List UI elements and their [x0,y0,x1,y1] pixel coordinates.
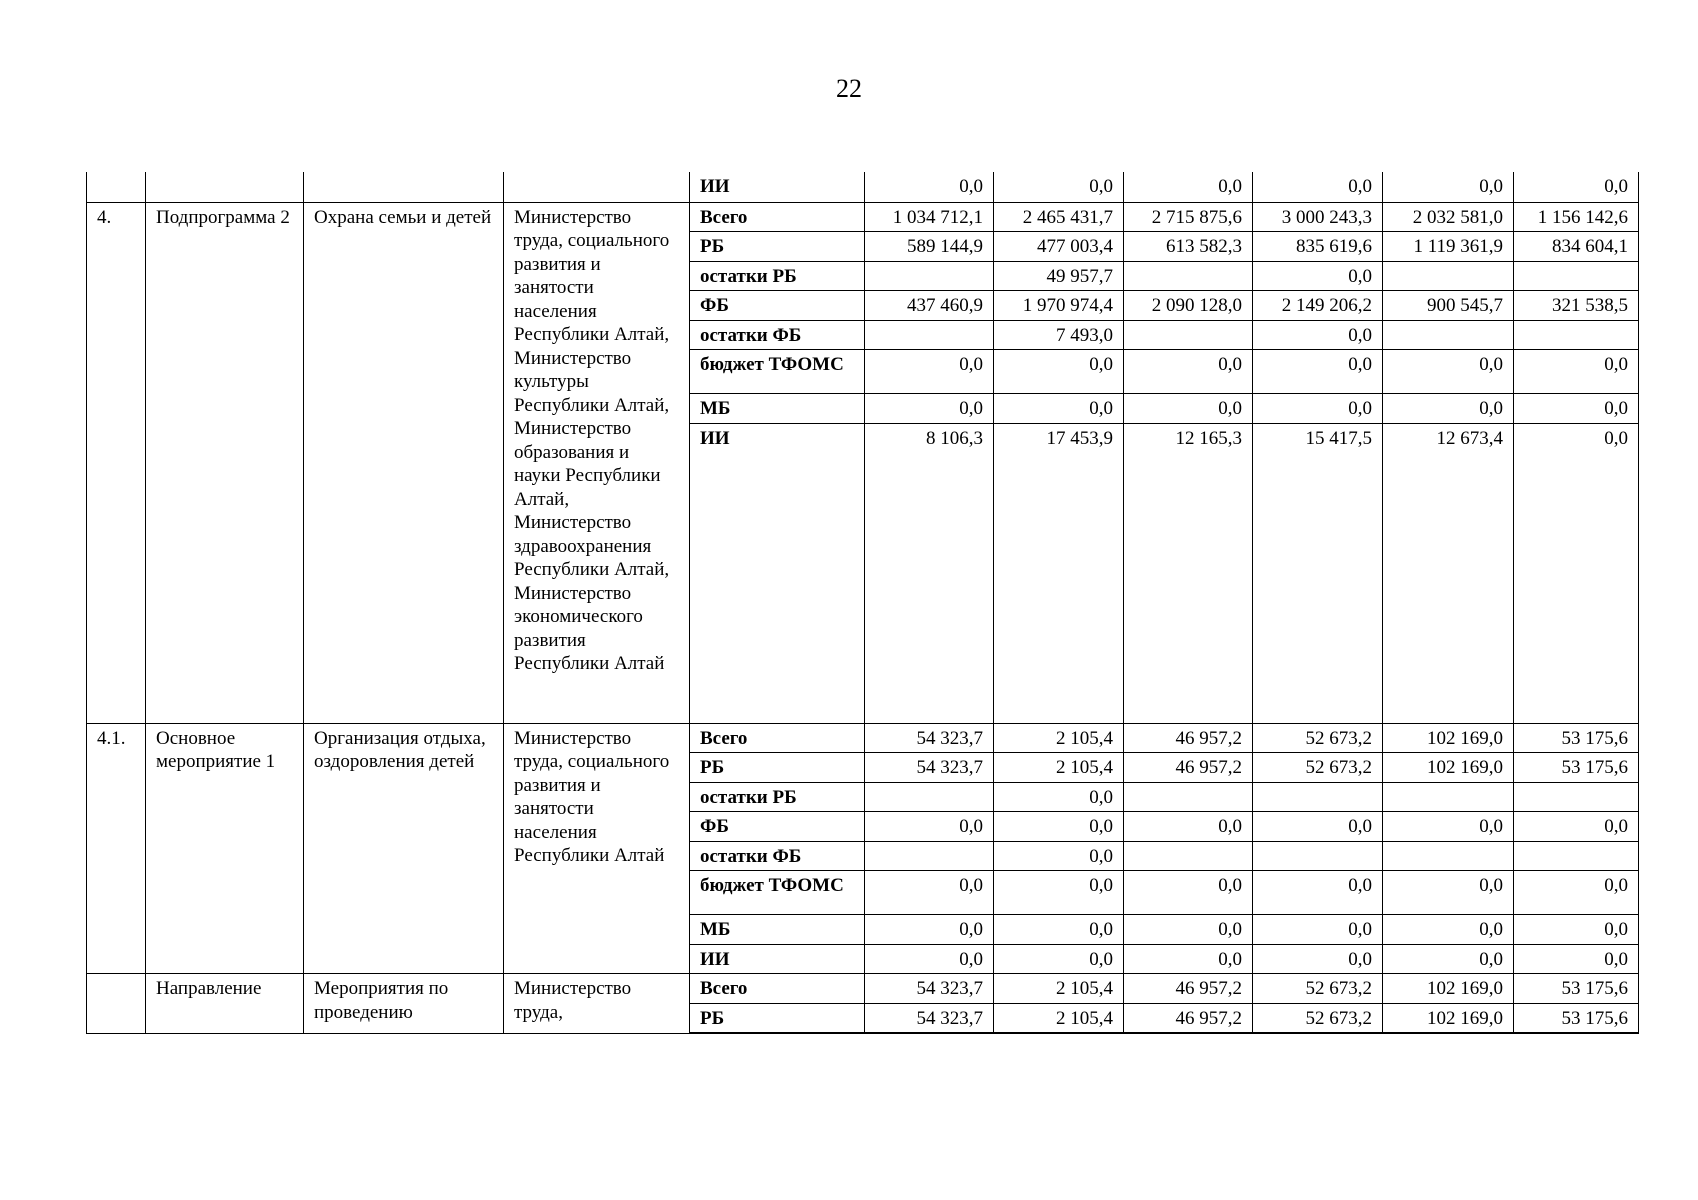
executor-cell: Министерство труда, социального развития и занятости населения Республики Алтай, Министерство культуры Республики Алтай, Министерство образования и науки Республики Алтай, Министерство здравоохранения Республики Алтай, Министерство экономического развития Республики Алтай [504,202,690,723]
amount-cell: 53 175,6 [1514,974,1639,1004]
amount-cell: 54 323,7 [865,723,994,753]
amount-cell [1383,841,1514,871]
amount-cell [865,261,994,291]
amount-cell: 0,0 [994,172,1124,202]
item-number-cell [87,974,146,1034]
amount-cell: 3 000 243,3 [1253,202,1383,232]
amount-cell: 0,0 [1253,915,1383,945]
amount-cell: 0,0 [1383,394,1514,424]
amount-cell: 0,0 [1514,423,1639,723]
funding-source-cell: МБ [690,394,865,424]
funding-source-cell: Всего [690,202,865,232]
amount-cell: 54 323,7 [865,1003,994,1033]
amount-cell: 0,0 [1253,350,1383,394]
funding-source-cell: остатки РБ [690,782,865,812]
amount-cell: 834 604,1 [1514,232,1639,262]
amount-cell: 17 453,9 [994,423,1124,723]
amount-cell: 0,0 [1253,871,1383,915]
amount-cell: 53 175,6 [1514,723,1639,753]
amount-cell: 46 957,2 [1124,1003,1253,1033]
amount-cell: 2 032 581,0 [1383,202,1514,232]
amount-cell: 2 149 206,2 [1253,291,1383,321]
funding-source-cell: РБ [690,753,865,783]
amount-cell: 0,0 [994,782,1124,812]
amount-cell: 7 493,0 [994,320,1124,350]
amount-cell: 2 715 875,6 [1124,202,1253,232]
amount-cell: 0,0 [1253,261,1383,291]
funding-source-cell: остатки РБ [690,261,865,291]
amount-cell: 0,0 [865,944,994,974]
amount-cell [1514,841,1639,871]
amount-cell: 46 957,2 [1124,753,1253,783]
funding-source-cell: ИИ [690,172,865,202]
amount-cell: 0,0 [865,915,994,945]
amount-cell [1124,782,1253,812]
amount-cell: 52 673,2 [1253,753,1383,783]
amount-cell: 589 144,9 [865,232,994,262]
amount-cell: 0,0 [994,394,1124,424]
budget-table [86,172,1639,1034]
amount-cell: 0,0 [1124,915,1253,945]
executor-cell: Министерство труда, [504,974,690,1034]
amount-cell [1514,261,1639,291]
funding-source-cell: ИИ [690,423,865,723]
funding-source-cell: Всего [690,974,865,1004]
amount-cell: 0,0 [994,944,1124,974]
amount-cell: 52 673,2 [1253,1003,1383,1033]
item-title-cell: Мероприятия по проведению [304,974,504,1034]
item-number-cell [87,172,146,202]
amount-cell: 1 156 142,6 [1514,202,1639,232]
amount-cell: 46 957,2 [1124,974,1253,1004]
amount-cell: 0,0 [994,350,1124,394]
funding-source-cell: Всего [690,723,865,753]
funding-source-cell: ФБ [690,291,865,321]
funding-source-cell: остатки ФБ [690,841,865,871]
amount-cell: 102 169,0 [1383,753,1514,783]
amount-cell: 53 175,6 [1514,1003,1639,1033]
amount-cell: 0,0 [1383,871,1514,915]
amount-cell [1383,261,1514,291]
amount-cell [1253,841,1383,871]
amount-cell: 0,0 [1253,944,1383,974]
item-name-cell: Основное мероприятие 1 [146,723,304,974]
amount-cell: 102 169,0 [1383,723,1514,753]
amount-cell: 613 582,3 [1124,232,1253,262]
amount-cell: 1 119 361,9 [1383,232,1514,262]
amount-cell: 12 673,4 [1383,423,1514,723]
amount-cell: 2 090 128,0 [1124,291,1253,321]
funding-source-cell: ФБ [690,812,865,842]
amount-cell: 0,0 [1514,172,1639,202]
amount-cell: 49 957,7 [994,261,1124,291]
amount-cell: 1 034 712,1 [865,202,994,232]
amount-cell: 102 169,0 [1383,974,1514,1004]
amount-cell: 12 165,3 [1124,423,1253,723]
item-title-cell: Организация отдыха, оздоровления детей [304,723,504,974]
item-title-cell: Охрана семьи и детей [304,202,504,723]
amount-cell: 0,0 [994,841,1124,871]
amount-cell: 0,0 [865,172,994,202]
amount-cell [1253,782,1383,812]
amount-cell: 0,0 [1124,394,1253,424]
amount-cell: 2 105,4 [994,723,1124,753]
amount-cell: 52 673,2 [1253,723,1383,753]
amount-cell [1383,320,1514,350]
item-number-cell: 4. [87,202,146,723]
amount-cell: 0,0 [1124,871,1253,915]
executor-cell: Министерство труда, социального развития и занятости населения Республики Алтай [504,723,690,974]
amount-cell [1514,320,1639,350]
amount-cell: 0,0 [1253,394,1383,424]
amount-cell: 8 106,3 [865,423,994,723]
funding-source-cell: остатки ФБ [690,320,865,350]
amount-cell: 0,0 [1514,871,1639,915]
amount-cell: 900 545,7 [1383,291,1514,321]
amount-cell: 0,0 [865,871,994,915]
amount-cell: 0,0 [1253,812,1383,842]
amount-cell: 0,0 [1253,172,1383,202]
amount-cell: 321 538,5 [1514,291,1639,321]
funding-source-cell: бюджет ТФОМС [690,350,865,394]
amount-cell: 477 003,4 [994,232,1124,262]
amount-cell: 0,0 [1124,812,1253,842]
amount-cell: 0,0 [865,812,994,842]
amount-cell [865,320,994,350]
amount-cell [1124,841,1253,871]
amount-cell: 0,0 [1383,350,1514,394]
amount-cell: 0,0 [1514,944,1639,974]
amount-cell: 0,0 [994,915,1124,945]
amount-cell: 0,0 [1514,915,1639,945]
amount-cell: 437 460,9 [865,291,994,321]
funding-source-cell: РБ [690,232,865,262]
amount-cell [865,841,994,871]
amount-cell: 0,0 [1124,944,1253,974]
amount-cell [865,782,994,812]
amount-cell: 0,0 [1383,915,1514,945]
amount-cell: 0,0 [994,871,1124,915]
funding-source-cell: ИИ [690,944,865,974]
item-title-cell [304,172,504,202]
amount-cell: 2 105,4 [994,1003,1124,1033]
amount-cell: 0,0 [1383,172,1514,202]
table-row [87,723,1639,753]
amount-cell: 0,0 [1514,812,1639,842]
amount-cell: 54 323,7 [865,753,994,783]
amount-cell: 2 105,4 [994,753,1124,783]
executor-cell [504,172,690,202]
funding-source-cell: бюджет ТФОМС [690,871,865,915]
amount-cell: 53 175,6 [1514,753,1639,783]
table-row [87,172,1639,202]
amount-cell: 0,0 [865,394,994,424]
amount-cell: 46 957,2 [1124,723,1253,753]
item-name-cell: Подпрограмма 2 [146,202,304,723]
table-row [87,974,1639,1004]
amount-cell: 52 673,2 [1253,974,1383,1004]
amount-cell: 0,0 [1253,320,1383,350]
amount-cell: 0,0 [1124,172,1253,202]
item-number-cell: 4.1. [87,723,146,974]
amount-cell: 15 417,5 [1253,423,1383,723]
amount-cell [1514,782,1639,812]
amount-cell: 102 169,0 [1383,1003,1514,1033]
page-number: 22 [836,74,862,103]
amount-cell: 2 105,4 [994,974,1124,1004]
amount-cell [1124,320,1253,350]
funding-source-cell: РБ [690,1003,865,1033]
amount-cell: 0,0 [1514,350,1639,394]
item-name-cell [146,172,304,202]
amount-cell: 54 323,7 [865,974,994,1004]
amount-cell [1383,782,1514,812]
funding-source-cell: МБ [690,915,865,945]
item-name-cell: Направление [146,974,304,1034]
amount-cell: 0,0 [1383,812,1514,842]
amount-cell: 0,0 [994,812,1124,842]
amount-cell: 0,0 [865,350,994,394]
amount-cell [1124,261,1253,291]
amount-cell: 0,0 [1124,350,1253,394]
amount-cell: 835 619,6 [1253,232,1383,262]
amount-cell: 2 465 431,7 [994,202,1124,232]
table-row [87,202,1639,232]
amount-cell: 0,0 [1383,944,1514,974]
amount-cell: 1 970 974,4 [994,291,1124,321]
amount-cell: 0,0 [1514,394,1639,424]
